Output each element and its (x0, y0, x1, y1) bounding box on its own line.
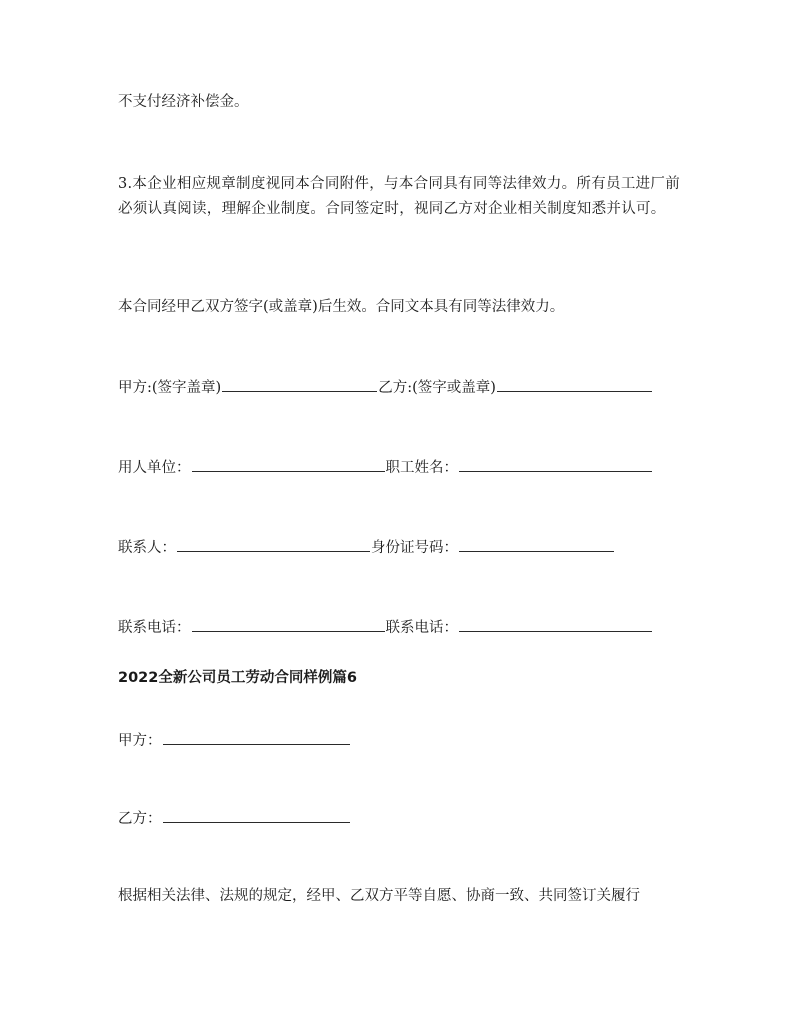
id-number-label: 身份证号码： (371, 540, 458, 556)
employee-phone-label: 联系电话： (385, 620, 458, 636)
contact-person-blank (177, 537, 370, 552)
employee-phone-blank (459, 617, 652, 632)
party-a-signature-blank (222, 377, 377, 392)
paragraph-intro: 根据相关法律、法规的规定，经甲、乙双方平等自愿、协商一致、共同签订关履行 (118, 888, 640, 904)
employer-blank (192, 457, 385, 472)
party-b-label: 乙方： (118, 811, 162, 827)
party-a-blank (163, 730, 350, 745)
employer-phone-label: 联系电话： (118, 620, 191, 636)
employee-name-label: 职工姓名： (385, 460, 458, 476)
phone-row (118, 617, 653, 638)
party-b-blank (163, 808, 350, 823)
employer-row (118, 457, 653, 478)
signature-row (118, 377, 653, 398)
employee-name-blank (459, 457, 652, 472)
employer-label: 用人单位： (118, 460, 191, 476)
paragraph-rules: 3.本企业相应规章制度视同本合同附件，与本合同具有同等法律效力。所有员工进厂前必须认真阅读，理解企业制度。合同签定时，视同乙方对企业相关制度知悉并认可。 (118, 176, 681, 217)
id-number-blank (459, 537, 614, 552)
paragraph-compensation: 不支付经济补偿金。 (118, 94, 249, 110)
party-b-row (118, 808, 351, 829)
party-b-signature-blank (497, 377, 652, 392)
paragraph-effective: 本合同经甲乙双方签字(或盖章)后生效。合同文本具有同等法律效力。 (118, 299, 565, 315)
party-a-row (118, 730, 351, 751)
section-heading: 2022全新公司员工劳动合同样例篇6 (118, 670, 357, 686)
party-a-label: 甲方： (118, 733, 162, 749)
party-b-signature-label: 乙方:(签字或盖章) (378, 380, 496, 396)
employer-phone-blank (192, 617, 385, 632)
contact-person-label: 联系人： (118, 540, 176, 556)
party-a-signature-label: 甲方:(签字盖章) (118, 380, 222, 396)
contact-row (118, 537, 615, 558)
